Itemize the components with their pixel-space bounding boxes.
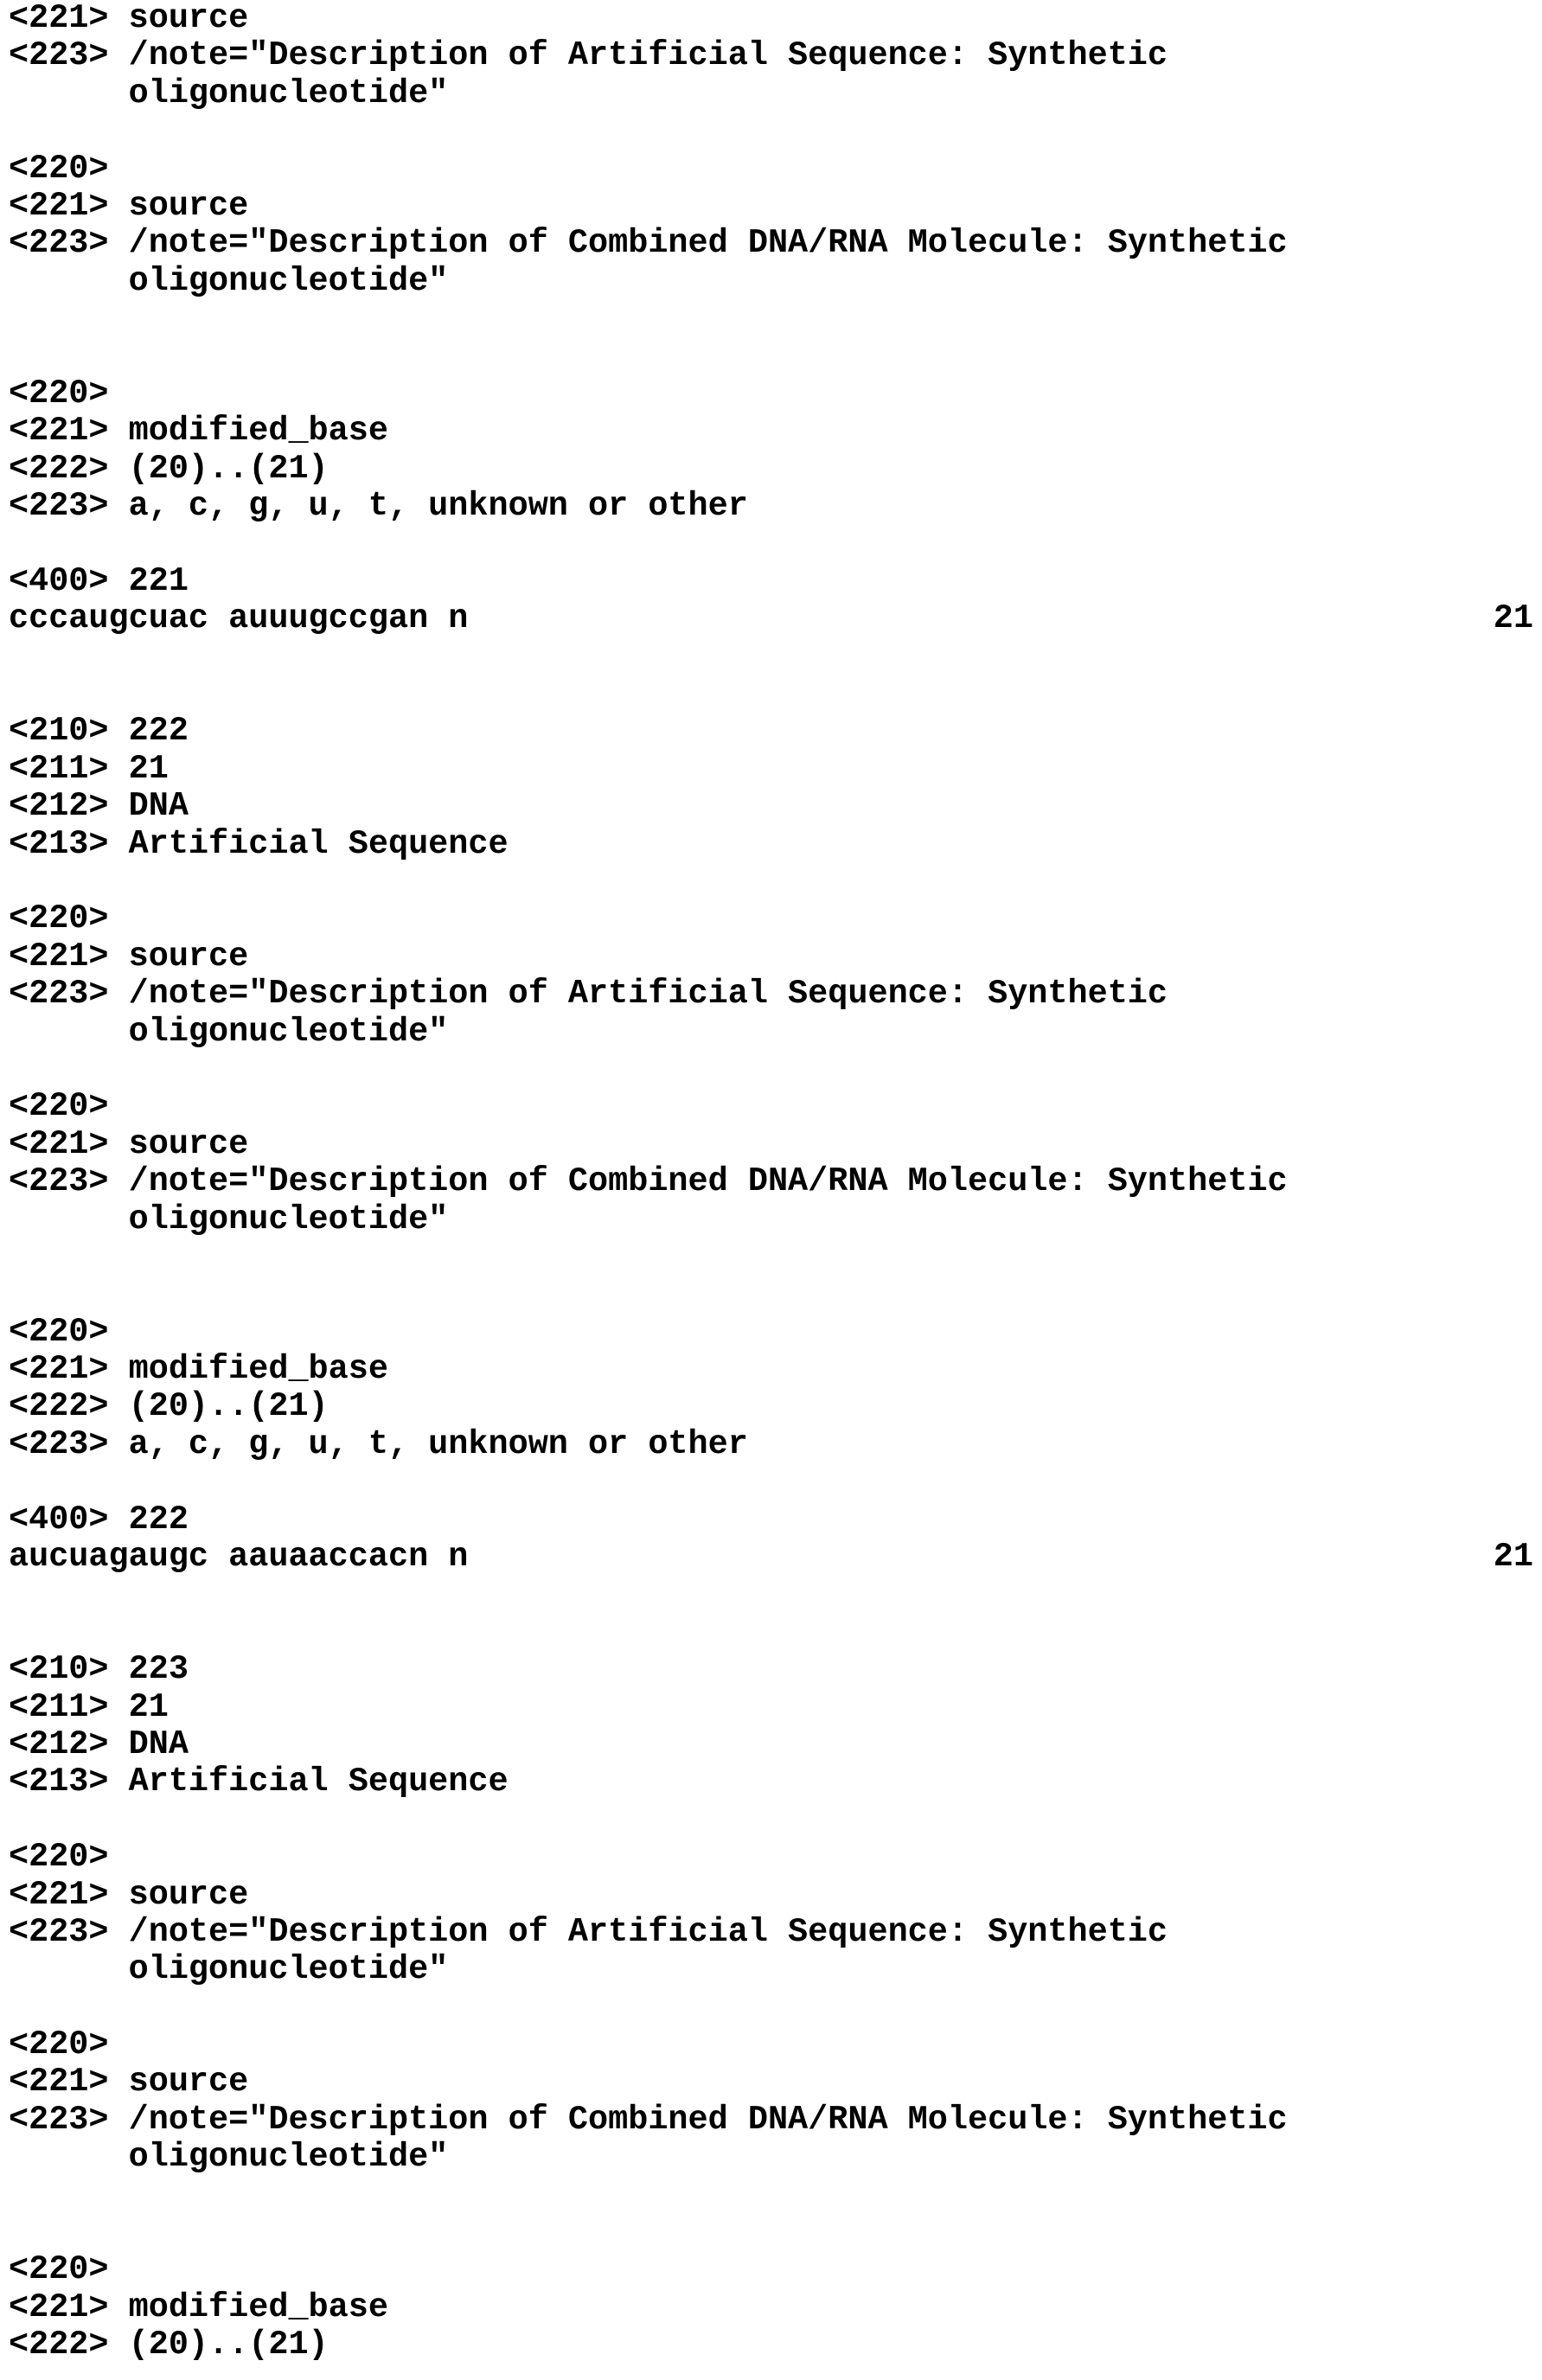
listing-line [9,826,1533,863]
listing-line [9,1501,1533,1539]
blank-line [9,638,1533,675]
listing-line [9,413,1533,450]
line-text: <221> source [9,1876,248,1914]
line-text: oligonucleotide" [9,1950,448,1988]
listing-line [9,1763,1533,1801]
sequence-line [9,1539,1533,1576]
listing-line [9,976,1533,1013]
line-text: <221> modified_base [9,1350,388,1388]
line-text: <400> 221 [9,562,189,600]
listing-line [9,1839,1533,1876]
line-text: <221> source [9,2063,248,2101]
listing-line [9,1126,1533,1163]
listing-line [9,1914,1533,1951]
line-text: oligonucleotide" [9,1013,448,1051]
blank-line [9,1463,1533,1500]
blank-line [9,1051,1533,1088]
line-text: <223> /note="Description of Artificial Sequence: Synthetic [9,975,1168,1013]
sequence-listing-page [9,0,1533,2364]
line-text: <213> Artificial Sequence [9,1763,509,1801]
listing-line [9,375,1533,413]
sequence-length: 21 [1494,1539,1533,1576]
blank-line [9,675,1533,713]
listing-line [9,451,1533,488]
listing-line [9,225,1533,262]
listing-line [9,788,1533,825]
line-text: oligonucleotide" [9,2138,448,2176]
line-text: <222> (20)..(21) [9,450,329,488]
line-text: <221> modified_base [9,412,388,450]
sequence-length: 21 [1494,600,1533,637]
line-text: <211> 21 [9,750,169,788]
line-text: <222> (20)..(21) [9,1387,329,1425]
listing-line [9,75,1533,112]
listing-line [9,1651,1533,1688]
listing-line [9,900,1533,937]
listing-line [9,1689,1533,1726]
line-text: <210> 223 [9,1650,189,1688]
blank-line [9,1576,1533,1613]
listing-line [9,1951,1533,1988]
listing-line [9,1314,1533,1351]
blank-line [9,2177,1533,2214]
listing-line [9,1877,1533,1914]
listing-line [9,2102,1533,2139]
line-text: <221> source [9,1125,248,1163]
listing-line [9,488,1533,525]
line-text: <223> /note="Description of Combined DNA/RNA Molecule: Synthetic [9,1162,1288,1200]
listing-line [9,263,1533,300]
listing-line [9,751,1533,788]
listing-line [9,713,1533,750]
listing-line [9,2139,1533,2176]
line-text: <221> source [9,187,248,225]
sequence-text: cccaugcuac auuugccgan n [9,599,468,637]
blank-line [9,338,1533,375]
line-text: <220> [9,2025,109,2063]
listing-line [9,1014,1533,1051]
blank-line [9,300,1533,337]
line-text: <212> DNA [9,787,189,825]
listing-line [9,1726,1533,1763]
line-text: <223> /note="Description of Combined DNA/RNA Molecule: Synthetic [9,224,1288,262]
blank-line [9,1614,1533,1651]
listing-line [9,1388,1533,1425]
blank-line [9,1989,1533,2026]
listing-line [9,188,1533,225]
listing-line [9,150,1533,188]
blank-line [9,1801,1533,1839]
line-text: <220> [9,1087,109,1125]
line-text: <220> [9,374,109,413]
line-text: <220> [9,899,109,937]
line-text: <400> 222 [9,1500,189,1539]
listing-line [9,1351,1533,1388]
line-text: <223> a, c, g, u, t, unknown or other [9,1425,748,1463]
line-text: <220> [9,1838,109,1876]
listing-line [9,1088,1533,1125]
sequence-line [9,600,1533,637]
line-text: oligonucleotide" [9,74,448,112]
line-text: <220> [9,1313,109,1351]
line-text: <223> a, c, g, u, t, unknown or other [9,487,748,525]
blank-line [9,863,1533,900]
line-text: <221> modified_base [9,2288,388,2326]
line-text: <223> /note="Description of Artificial Sequence: Synthetic [9,1913,1168,1951]
line-text: <220> [9,2250,109,2288]
line-text: oligonucleotide" [9,262,448,300]
listing-line [9,938,1533,976]
listing-line [9,1426,1533,1463]
blank-line [9,112,1533,150]
listing-line [9,0,1533,37]
listing-line [9,2289,1533,2326]
line-text: <212> DNA [9,1725,189,1763]
line-text: <220> [9,150,109,188]
listing-line [9,1163,1533,1200]
blank-line [9,1276,1533,1313]
blank-line [9,2214,1533,2251]
line-text: <223> /note="Description of Artificial Sequence: Synthetic [9,36,1168,74]
line-text: oligonucleotide" [9,1200,448,1238]
blank-line [9,1238,1533,1276]
line-text: <223> /note="Description of Combined DNA/RNA Molecule: Synthetic [9,2101,1288,2139]
listing-line [9,37,1533,74]
listing-line [9,2326,1533,2364]
listing-line [9,563,1533,600]
blank-line [9,525,1533,562]
listing-line [9,2026,1533,2063]
sequence-text: aucuagaugc aauaaccacn n [9,1538,468,1576]
line-text: <221> source [9,0,248,37]
line-text: <210> 222 [9,712,189,750]
listing-line [9,2251,1533,2288]
line-text: <213> Artificial Sequence [9,825,509,863]
line-text: <211> 21 [9,1688,169,1726]
listing-line [9,1201,1533,1238]
line-text: <222> (20)..(21) [9,2326,329,2364]
listing-line [9,2063,1533,2101]
line-text: <221> source [9,937,248,976]
